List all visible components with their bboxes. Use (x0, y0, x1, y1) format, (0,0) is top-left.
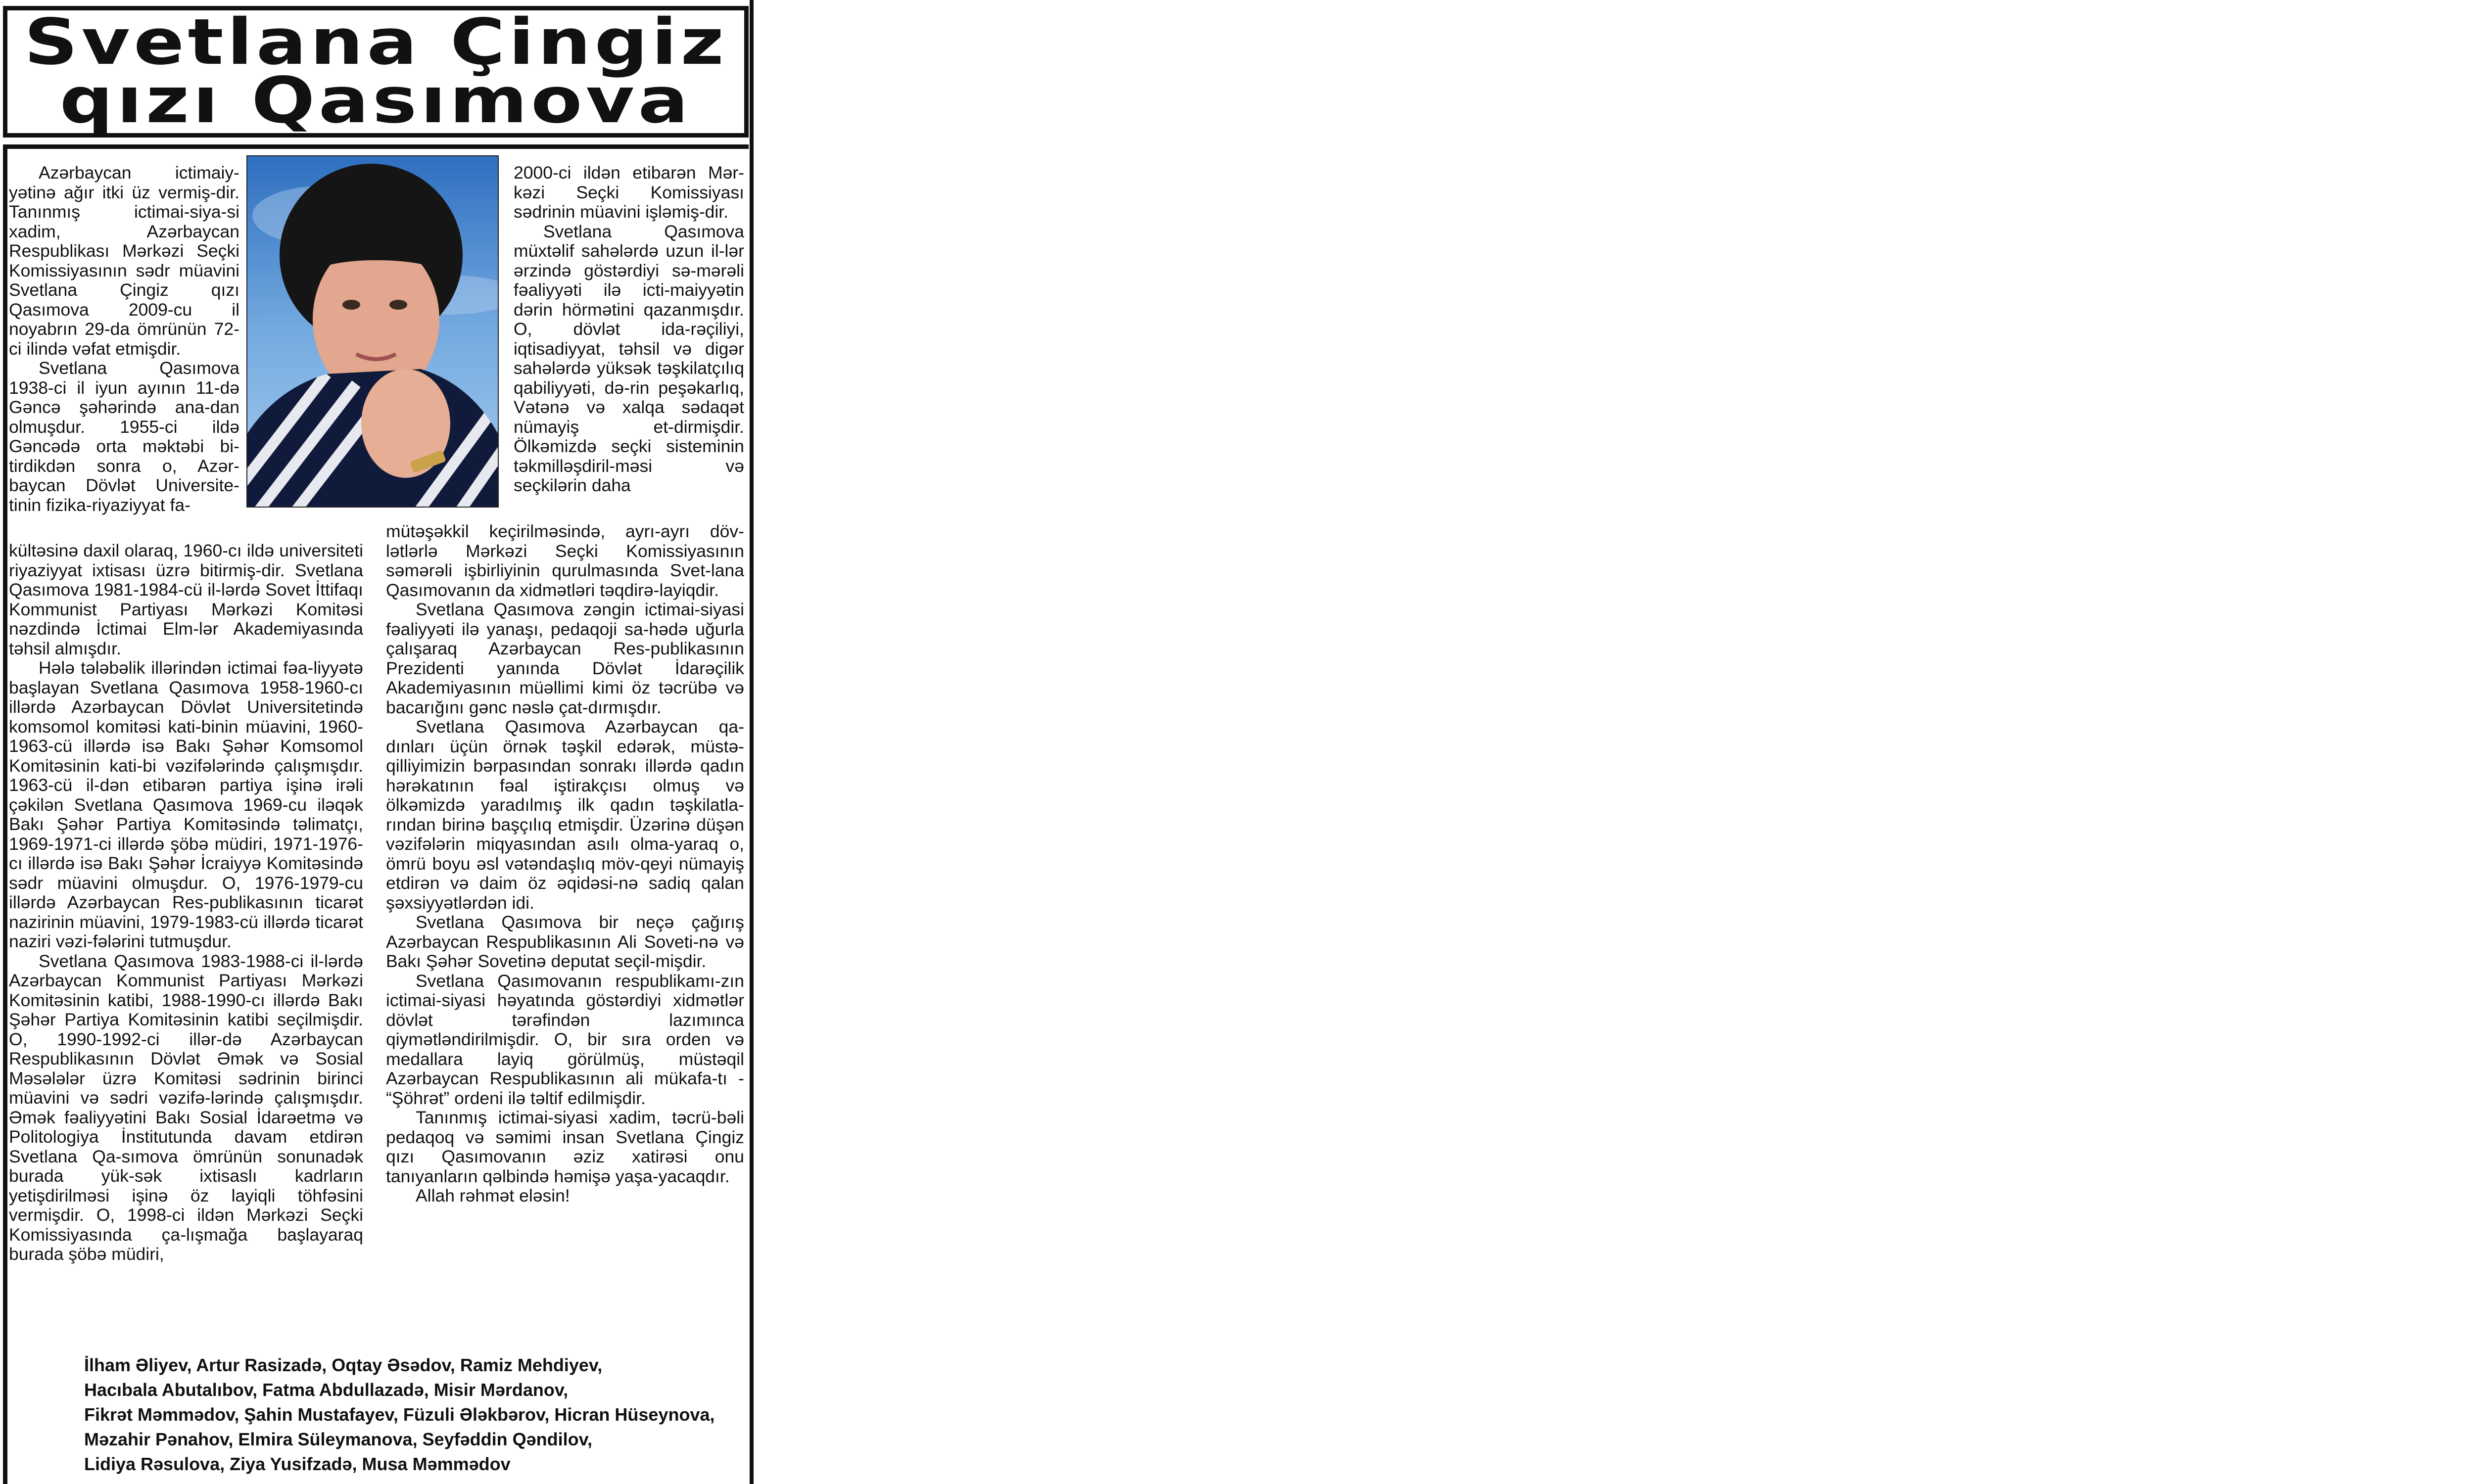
headline-line-1: Svetlana Çingiz (24, 5, 728, 79)
signatories-list (84, 1353, 715, 1477)
column-left-top (9, 163, 239, 515)
paragraph: mütəşəkkil keçirilməsində, ayrı-ayrı döv-lətlərlə Mərkəzi Seçki Komissiyasının səmərəli işbirliyinin qurulmasında Svet-lana Qasımovanın da xidmətləri təqdirə-layiqdir. (386, 521, 744, 600)
paragraph: Svetlana Qasımovanın respublikamı-zın ictimai-siyasi həyatında göstərdiyi xidmətlər dövlət tərəfindən lazımınca qiymətləndirilmişdir. O, bir sıra orden və medallara layiq görülmüş, müstəqil Azərbaycan Respublikasının ali mükafa-tı - “Şöhrət” ordeni ilə təltif edilmişdir. (386, 971, 744, 1108)
paragraph: Svetlana Qasımova zəngin ictimai-siyasi fəaliyyəti ilə yanaşı, pedaqoji sa-hədə uğurla çalışaraq Azərbaycan Res-publikasının Prezidenti yanında Dövlət İdarəçilik Akademiyasının müəllimi kimi öz təcrübə və bacarığını gənc nəslə çat-dırmışdır. (386, 600, 744, 717)
column-right-top (514, 163, 744, 496)
portrait-image (247, 156, 498, 507)
paragraph: Svetlana Qasımova Azərbaycan qa-dınları üçün örnək təşkil edərək, müstə-qilliyimizin bərpasından sonrakı illərdə qadın hərəkatının fəal iştirakçısı olmuş və ölkəmizdə yaradılmış ilk qadın təşkilatla-rından birinə başçılıq etmişdir. Üzərinə düşən vəzifələrin miqyasından asılı olma-yaraq o, ömrü boyu əsl vətəndaşlıq möv-qeyi nümayiş etdirən və daim öz əqidəsi-nə sadiq qalan şəxsiyyətlərdən idi. (386, 717, 744, 913)
paragraph: Svetlana Qasımova müxtəlif sahələrdə uzun il-lər ərzində göstərdiyi sə-mərəli fəaliyyəti ilə icti-maiyyətin dərin hörmətini qazanmışdır. O, dövlət ida-rəçiliyi, iqtisadiyyat, təhsil və digər sahələrdə yüksək təşkilatçılıq qabiliyyəti, də-rin peşəkarlıq, Vətənə və xalqa sədaqət nümayiş et-dirmişdir. Ölkəmizdə seçki sisteminin təkmilləşdiril-məsi və seçkilərin daha (514, 221, 744, 495)
signatories-line: Məzahir Pənahov, Elmira Süleymanova, Seyfəddin Qəndilov, (84, 1429, 592, 1449)
paragraph: Svetlana Qasımova bir neçə çağırış Azərbaycan Respublikasının Ali Soveti-nə və Bakı Şəhər Sovetinə deputat seçil-mişdir. (386, 912, 744, 971)
signatories-line: Lidiya Rəsulova, Ziya Yusifzadə, Musa Məmmədov (84, 1454, 511, 1474)
signatories-line: İlham Əliyev, Artur Rasizadə, Oqtay Əsədov, Ramiz Mehdiyev, (84, 1355, 603, 1375)
paragraph: 2000-ci ildən etibarən Mər-kəzi Seçki Komissiyası sədrinin müavini işləmiş-dir. (514, 163, 744, 222)
portrait-photo (246, 155, 499, 508)
paragraph: Tanınmış ictimai-siyasi xadim, təcrü-bəli pedaqoq və səmimi insan Svetlana Çingiz qızı Qasımovanın əziz xatirəsi onu tanıyanların qəlbində həmişə yaşa-yacaqdır. (386, 1108, 744, 1186)
closing-line: Allah rəhmət eləsin! (416, 1186, 570, 1206)
headline-line-2: qızı Qasımova (59, 64, 692, 138)
column-left-full (9, 541, 363, 1264)
signatories-line: Fikrət Məmmədov, Şahin Mustafayev, Füzuli Ələkbərov, Hicran Hüseynova, (84, 1404, 715, 1425)
paragraph: Azərbaycan ictimaiy-yətinə ağır itki üz vermiş-dir. Tanınmış ictimai-siya-si xadim, Azərbaycan Respublikası Mərkəzi Seçki Komissiyasının sədr müavini Svetlana Çingiz qızı Qasımova 2009-cu il noyabrın 29-da ömrünün 72-ci ilində vəfat etmişdir. (9, 163, 239, 359)
paragraph: kültəsinə daxil olaraq, 1960-cı ildə universiteti riyaziyyat ixtisası üzrə bitirmiş-dir. Svetlana Qasımova 1981-1984-cü il-lərdə Sovet İttifaqı Kommunist Partiyası Mərkəzi Komitəsi nəzdində İctimai Elm-lər Akademiyasında təhsil almışdır. (9, 541, 363, 658)
signatories-line: Hacıbala Abutalıbov, Fatma Abdullazadə, Misir Mərdanov, (84, 1380, 569, 1400)
column-right-full (386, 522, 744, 1206)
paragraph: Hələ tələbəlik illərindən ictimai fəa-liyyətə başlayan Svetlana Qasımova 1958-1960-cı illərdə Azərbaycan Dövlət Universitetində komsomol komitəsi kati-binin müavini, 1960-1963-cü illərdə isə Bakı Şəhər Komsomol Komitəsinin kati-bi vəzifələrində çalışmışdır. 1963-cü il-dən etibarən partiya işinə irəli çəkilən Svetlana Qasımova 1969-cu iləqək Bakı Şəhər Partiya Komitəsində təlimatçı, 1969-1971-ci illərdə şöbə müdiri, 1971-1976-cı illərdə isə Bakı Şəhər İcraiyyə Komitəsində sədr müavini olmuşdur. O, 1976-1979-cu illərdə Azərbaycan Res-publikasının ticarət nazirinin müavini, 1979-1983-cü illərdə ticarət naziri vəzi-fələrini tutmuşdur. (9, 658, 363, 951)
paragraph: Svetlana Qasımova 1983-1988-ci il-lərdə Azərbaycan Kommunist Partiyası Mərkəzi Komitəsinin katibi, 1988-1990-cı illərdə Bakı Şəhər Partiya Komitəsinin katibi seçilmişdir. O, 1990-1992-ci illər-də Azərbaycan Respublikasının Dövlət Əmək və Sosial Məsələlər üzrə Komitəsi sədrinin birinci müavini və sədri vəzifə-lərində çalışmışdır. Əmək fəaliyyətini Bakı Sosial İdarəetmə və Politologiya İnstitutunda davam etdirən Svetlana Qa-sımova ömrünün sonunadək burada yük-sək ixtisaslı kadrların yetişdirilməsi işinə öz layiqli töhfəsini vermişdir. O, 1998-ci ildən Mərkəzi Seçki Komissiyasında ça-lışmağa başlayaraq burada şöbə müdiri, (9, 951, 363, 1264)
paragraph: Svetlana Qasımova 1938-ci il iyun ayının 11-də Gəncə şəhərində ana-dan olmuşdur. 1955-ci ildə Gəncədə orta məktəbi bi-tirdikdən sonra o, Azər-baycan Dövlət Universite-tinin fizika-riyaziyyat fa- (9, 358, 239, 515)
obituary-article (0, 0, 754, 1484)
headline-box (3, 6, 749, 138)
